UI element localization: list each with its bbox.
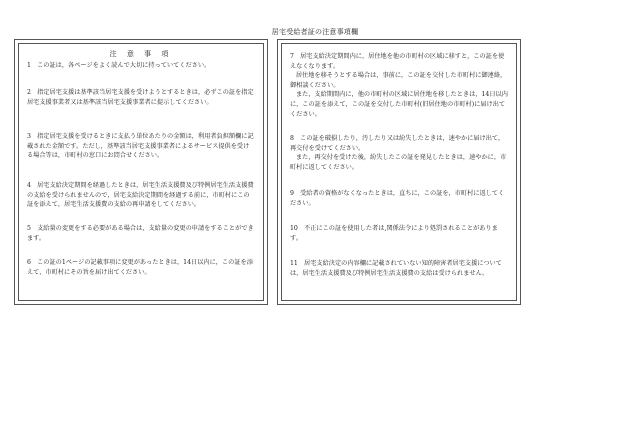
notice-item-11: 11 居宅支給決定の内容欄に記載されていない知的障害者居宅支援については，居宅生活支援費及び特例居宅生活支援費の支給は受けられません。 (290, 260, 502, 277)
notice-item-2: 2 指定居宅支援は基準該当居宅支援を受けようとするときは，必ずこの証を指定居宅支援事業者又は基準該当居宅支援事業者に提示してください。 (27, 89, 254, 106)
notice-item-7-para-1: 7 居宅支給決定期間内に，居住地を他の市町村の区域に移すと，この証を使えなくなります。 (290, 53, 505, 70)
left-panel-inner-border (18, 43, 264, 301)
left-notice-panel (14, 39, 268, 305)
notice-header: 注 意 事 項 (109, 50, 173, 58)
notice-item-10: 10 不正にこの証を使用した者は,関係法令により処罰されることがあります。 (290, 225, 498, 242)
notice-item-7-para-3: また，支給期間内に，他の市町村の区域に居住地を移したときは，14日以内に，この証を添えて，この証を交付した市町村(旧居住地の市町村)に届け出てください。 (290, 91, 508, 118)
notice-item-9: 9 受給者の資格がなくなったときは，直ちに，この証を，市町村に返してください。 (290, 190, 505, 207)
notice-item-5: 5 支給量の変更をする必要がある場合は，支給量の変更の申請をすることができます。 (27, 225, 254, 242)
notice-item-8-para-2: また，再交付を受けた後，紛失したこの証を発見したときは，速やかに，市町村に返してください。 (290, 154, 507, 171)
notice-item-4: 4 居宅支給決定期間を経過したときは，居宅生活支援費及び特例居宅生活支援費の支給を受けられませんので，居宅支給決定期間を経過する前に，市町村にこの証を添えて，居宅生活支援費の支給の再申請をしてください。 (27, 182, 254, 209)
document-title: 居宅受給者証の注意事項欄 (271, 28, 359, 36)
notice-item-8-para-1: 8 この証を破損したり，汚したり又は紛失したときは，速やかに届け出て，再交付を受けてください。 (290, 135, 505, 152)
notice-item-7-para-2: 居住地を移そうとする場合は，事前に，この証を交付した市町村に御連絡，御相談ください。 (290, 72, 507, 89)
notice-item-7 (290, 52, 508, 119)
notice-item-3: 3 指定居宅支援を受けるときに支払う単位あたりの金額は，利用者負担額欄に記載された金額です。ただし，基準該当居宅支援事業者によるサービス提供を受ける場合等は，市町村の窓口にお問合せください。 (27, 133, 254, 160)
notice-item-8 (290, 134, 508, 172)
right-notice-panel (277, 39, 521, 305)
notice-item-6: 6 この証の1ページの記載事項に変更があったときは，14日以内に，この証を添えて，市町村にその旨を届け出てください。 (27, 259, 253, 276)
right-panel-inner-border (281, 43, 517, 301)
notice-item-1: 1 この証は，各ページをよく読んで大切に持っていてください。 (27, 62, 211, 69)
